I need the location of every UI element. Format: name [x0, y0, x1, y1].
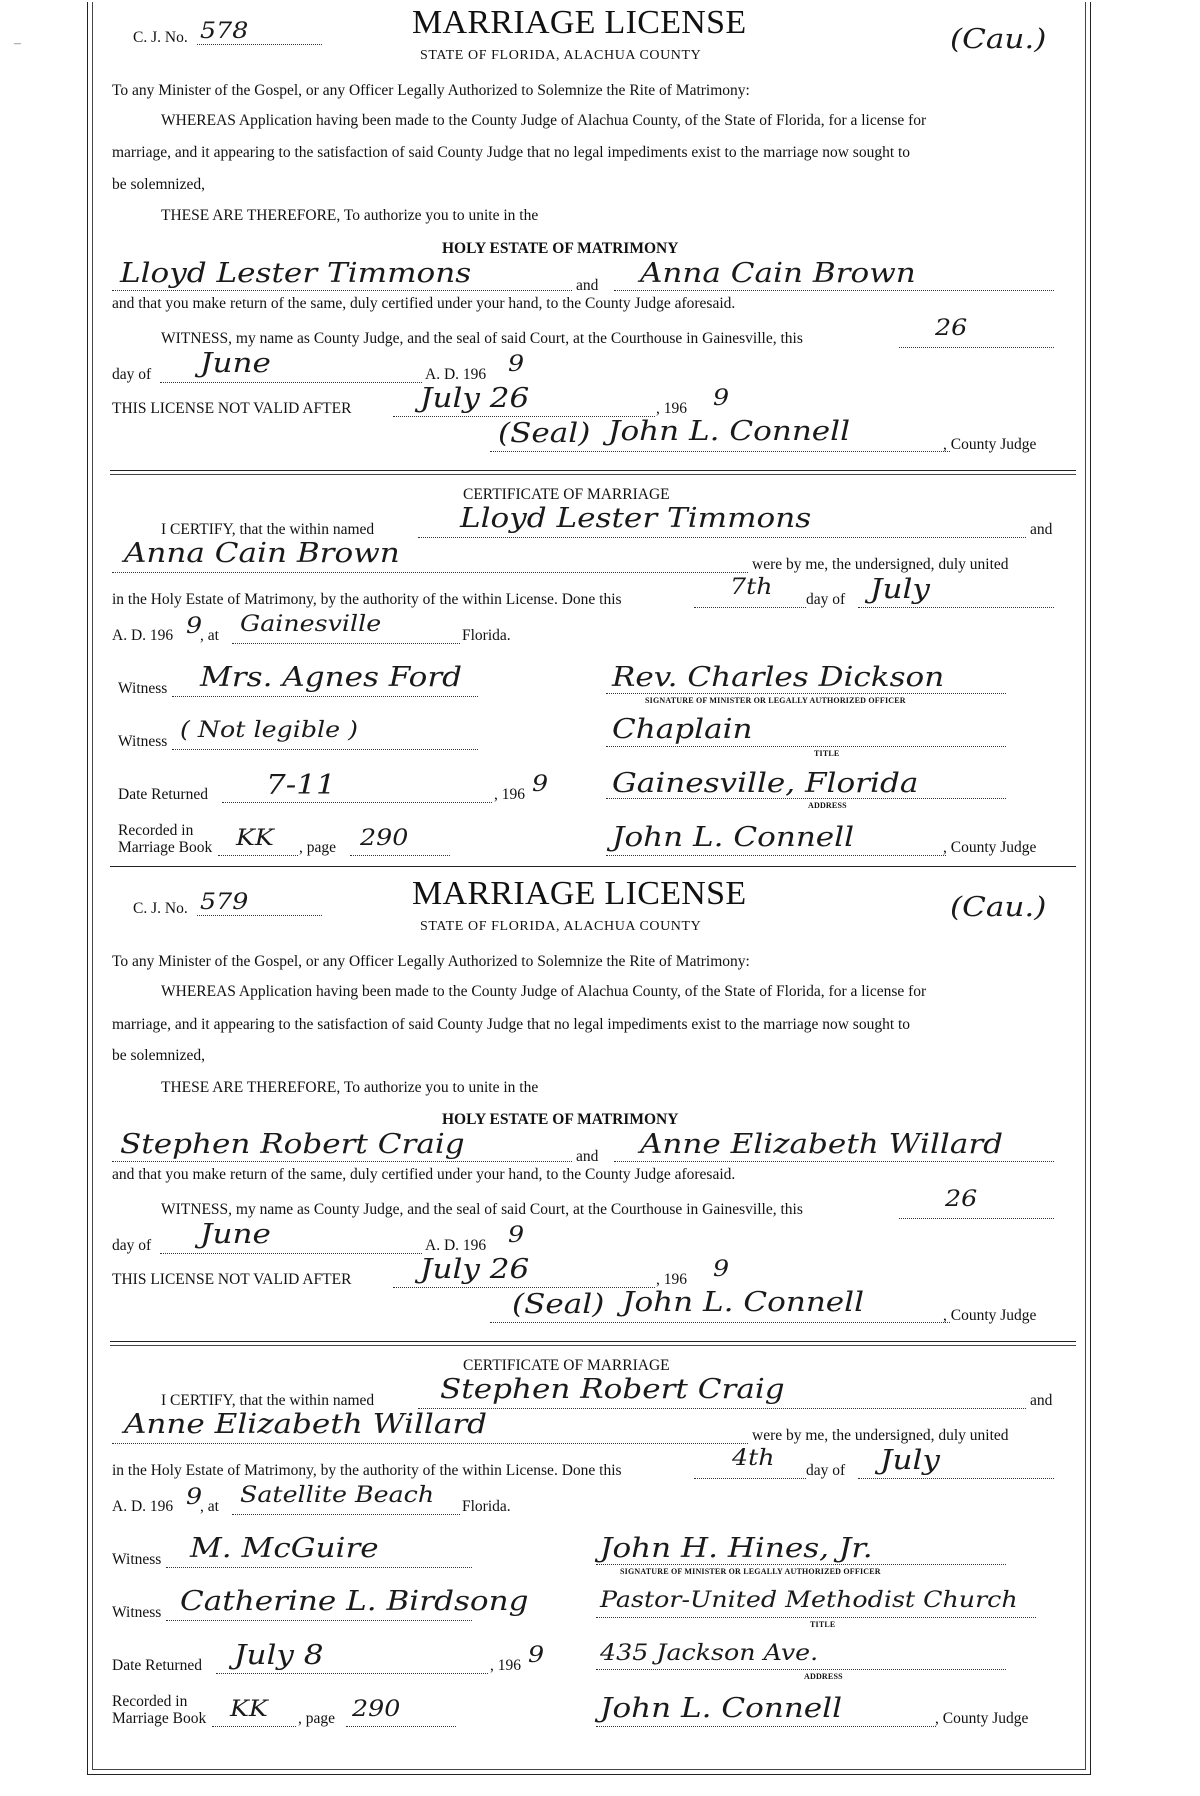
title-caption: TITLE [810, 1620, 836, 1629]
page-label: , page [299, 839, 337, 856]
whereas-line-2: marriage, and it appearing to the satisfaction of said County Judge that no legal impediments exist to the marriage now sought to [112, 1016, 911, 1033]
holy-estate-heading: HOLY ESTATE OF MATRIMONY [442, 240, 679, 257]
valid-196: , 196 [656, 400, 687, 417]
done-year-digit: 9 [186, 614, 203, 639]
bride-name: Anne Elizabeth Willard [640, 1129, 1004, 1160]
witness-1-label: Witness [112, 1551, 162, 1568]
address-caption: ADDRESS [804, 1672, 843, 1681]
book-letters: KK [236, 826, 274, 851]
these-are-therefore: THESE ARE THEREFORE, To authorize you to unite in the [161, 207, 539, 224]
date-returned: 7-11 [266, 770, 336, 801]
date-returned-label: Date Returned [118, 786, 208, 803]
county-judge-label-2: , County Judge [935, 1710, 1029, 1727]
groom-name: Lloyd Lester Timmons [120, 258, 472, 289]
day-of-label-2: day of [806, 1462, 846, 1479]
were-by-me: were by me, the undersigned, duly united [752, 1427, 1009, 1444]
county-judge-signature: John L. Connell [608, 416, 851, 447]
witness-day: 26 [945, 1187, 978, 1212]
cj-number: 578 [200, 19, 249, 44]
officer-signature: Rev. Charles Dickson [612, 662, 945, 693]
florida-label: Florida. [462, 627, 511, 644]
ad-label-2: A. D. 196 [112, 1498, 174, 1515]
done-month: July [870, 574, 930, 605]
marriage-place: Satellite Beach [240, 1483, 435, 1508]
valid-year-digit: 9 [713, 1257, 730, 1282]
witness-2-name: Catherine L. Birdsong [180, 1586, 529, 1617]
cj-label: C. J. No. [133, 29, 188, 46]
at-label: , at [200, 627, 219, 644]
cj-number: 579 [200, 890, 249, 915]
valid-until: July 26 [420, 383, 530, 414]
county-judge-signature-2: John L. Connell [600, 1693, 843, 1724]
witness-1-name: Mrs. Agnes Ford [200, 662, 463, 693]
recorded-in-label: Recorded in [112, 1693, 188, 1710]
officer-title: Pastor-United Methodist Church [600, 1588, 1018, 1613]
marriage-place: Gainesville [240, 612, 382, 637]
cj-label: C. J. No. [133, 900, 188, 917]
address-line: To any Minister of the Gospel, or any Officer Legally Authorized to Solemnize the Rite of Matrimony: [112, 953, 750, 970]
ad-196: A. D. 196 [425, 366, 487, 383]
address-line: To any Minister of the Gospel, or any Officer Legally Authorized to Solemnize the Rite of Matrimony: [112, 82, 750, 99]
day-of-label: day of [112, 1237, 152, 1254]
officer-address: 435 Jackson Ave. [600, 1641, 819, 1666]
county-judge-signature: John L. Connell [622, 1287, 865, 1318]
whereas-line-1: WHEREAS Application having been made to the County Judge of Alachua County, of the State of Florida, for a license for [161, 983, 927, 1000]
officer-signature: John H. Hines, Jr. [600, 1533, 873, 1564]
holy-estate-heading: HOLY ESTATE OF MATRIMONY [442, 1111, 679, 1128]
witness-2-label: Witness [112, 1604, 162, 1621]
done-month: July [880, 1445, 940, 1476]
county-judge-label: , County Judge [943, 436, 1037, 453]
issue-year-digit: 9 [508, 1223, 525, 1248]
certificate-title: CERTIFICATE OF MARRIAGE [463, 486, 670, 503]
book-letters: KK [230, 1697, 268, 1722]
cert-bride-name: Anna Cain Brown [124, 538, 400, 569]
certify-label: I CERTIFY, that the within named [161, 521, 375, 538]
county-judge-signature-2: John L. Connell [612, 822, 855, 853]
license-subtitle: STATE OF FLORIDA, ALACHUA COUNTY [420, 919, 702, 934]
witness-1-name: M. McGuire [190, 1533, 379, 1564]
county-judge-label-2: , County Judge [943, 839, 1037, 856]
cert-and: and [1030, 1392, 1053, 1409]
holy-estate-line: in the Holy Estate of Matrimony, by the authority of the within License. Done this [112, 591, 622, 608]
county-judge-label: , County Judge [943, 1307, 1037, 1324]
issue-year-digit: 9 [508, 352, 525, 377]
return-line: and that you make return of the same, duly certified under your hand, to the County Judge aforesaid. [112, 1166, 736, 1183]
issue-month: June [200, 1219, 271, 1250]
witness-day: 26 [935, 316, 968, 341]
returned-year-digit: 9 [532, 772, 549, 797]
witness-line: WITNESS, my name as County Judge, and the seal of said Court, at the Courthouse in Gainesville, this [161, 330, 803, 347]
returned-196: , 196 [494, 786, 525, 803]
returned-196: , 196 [490, 1657, 521, 1674]
margin-mark: – [14, 36, 21, 51]
at-label: , at [200, 1498, 219, 1515]
date-returned: July 8 [234, 1640, 324, 1671]
florida-label: Florida. [462, 1498, 511, 1515]
and-word: and [576, 277, 599, 294]
seal: (Seal) [498, 418, 591, 449]
recorded-in-label: Recorded in [118, 822, 194, 839]
whereas-line-3: be solemnized, [112, 1047, 205, 1064]
address-caption: ADDRESS [808, 801, 847, 810]
these-are-therefore: THESE ARE THEREFORE, To authorize you to unite in the [161, 1079, 539, 1096]
signature-caption: SIGNATURE OF MINISTER OR LEGALLY AUTHORIZED OFFICER [645, 696, 906, 705]
done-year-digit: 9 [186, 1485, 203, 1510]
license-title: MARRIAGE LICENSE [412, 875, 747, 912]
issue-month: June [200, 348, 271, 379]
were-by-me: were by me, the undersigned, duly united [752, 556, 1009, 573]
book-page: 290 [360, 826, 409, 851]
bride-name: Anna Cain Brown [640, 258, 916, 289]
license-title: MARRIAGE LICENSE [412, 4, 747, 41]
cert-groom-name: Stephen Robert Craig [440, 1374, 785, 1405]
cert-bride-name: Anne Elizabeth Willard [124, 1409, 488, 1440]
holy-estate-line: in the Holy Estate of Matrimony, by the authority of the within License. Done this [112, 1462, 622, 1479]
whereas-line-3: be solemnized, [112, 176, 205, 193]
cert-groom-name: Lloyd Lester Timmons [460, 503, 812, 534]
title-caption: TITLE [814, 749, 840, 758]
ad-196: A. D. 196 [425, 1237, 487, 1254]
valid-year-digit: 9 [713, 386, 730, 411]
return-line: and that you make return of the same, duly certified under your hand, to the County Judge aforesaid. [112, 295, 736, 312]
groom-name: Stephen Robert Craig [120, 1129, 465, 1160]
page-label: , page [298, 1710, 336, 1727]
witness-2-label: Witness [118, 733, 168, 750]
marriage-book-label: Marriage Book [118, 839, 213, 856]
license-subtitle: STATE OF FLORIDA, ALACHUA COUNTY [420, 48, 702, 63]
day-of-label: day of [112, 366, 152, 383]
whereas-line-2: marriage, and it appearing to the satisfaction of said County Judge that no legal impediments exist to the marriage now sought to [112, 144, 911, 161]
book-page: 290 [352, 1697, 401, 1722]
and-word: and [576, 1148, 599, 1165]
corner-note: (Cau.) [950, 24, 1047, 55]
seal: (Seal) [512, 1289, 605, 1320]
witness-2-name: ( Not legible ) [180, 718, 359, 743]
done-day: 4th [732, 1446, 775, 1471]
done-day: 7th [730, 575, 773, 600]
officer-title: Chaplain [612, 714, 753, 745]
cert-and: and [1030, 521, 1053, 538]
officer-address: Gainesville, Florida [612, 768, 919, 799]
certify-label: I CERTIFY, that the within named [161, 1392, 375, 1409]
ad-label-2: A. D. 196 [112, 627, 174, 644]
corner-note: (Cau.) [950, 892, 1047, 923]
witness-1-label: Witness [118, 680, 168, 697]
not-valid-label: THIS LICENSE NOT VALID AFTER [112, 1271, 352, 1288]
valid-until: July 26 [420, 1254, 530, 1285]
valid-196: , 196 [656, 1271, 687, 1288]
witness-line: WITNESS, my name as County Judge, and the seal of said Court, at the Courthouse in Gainesville, this [161, 1201, 803, 1218]
certificate-title: CERTIFICATE OF MARRIAGE [463, 1357, 670, 1374]
whereas-line-1: WHEREAS Application having been made to the County Judge of Alachua County, of the State of Florida, for a license for [161, 112, 927, 129]
not-valid-label: THIS LICENSE NOT VALID AFTER [112, 400, 352, 417]
returned-year-digit: 9 [528, 1643, 545, 1668]
day-of-label-2: day of [806, 591, 846, 608]
marriage-book-label: Marriage Book [112, 1710, 207, 1727]
date-returned-label: Date Returned [112, 1657, 202, 1674]
signature-caption: SIGNATURE OF MINISTER OR LEGALLY AUTHORIZED OFFICER [620, 1567, 881, 1576]
